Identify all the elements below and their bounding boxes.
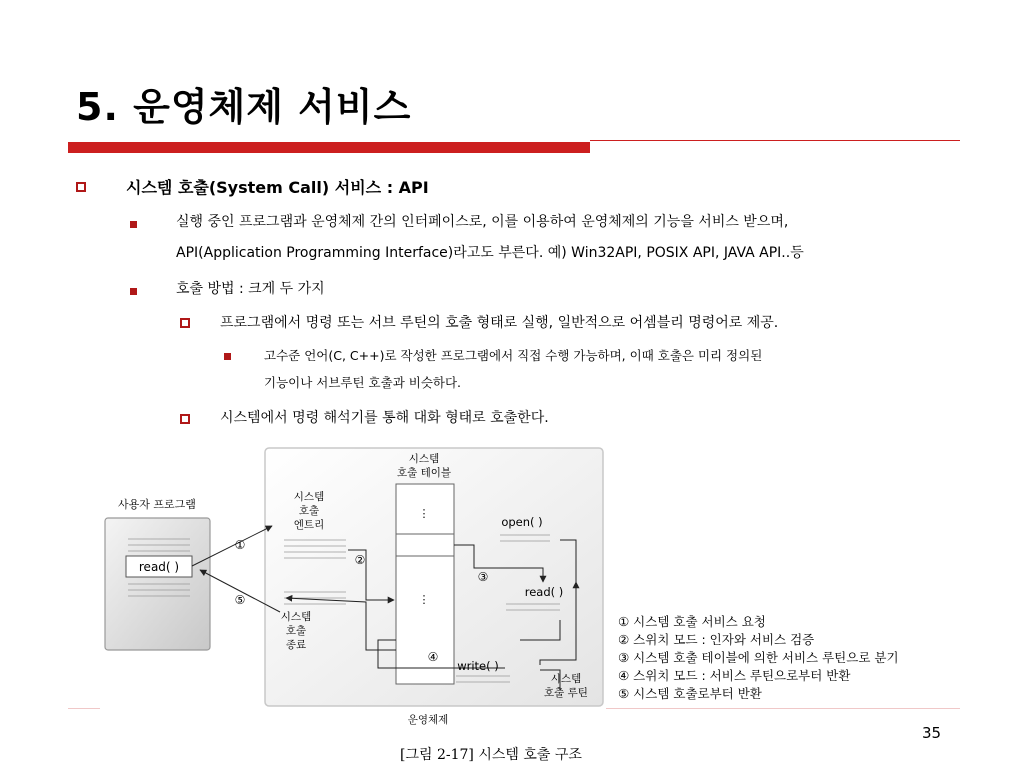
footer-line-right [606,708,960,709]
exit-label-line3: 종료 [285,639,307,651]
read-routine-label: read( ) [524,585,564,599]
table-label-line1: 시스템 [408,453,440,465]
table-label-line2: 호출 테이블 [396,467,452,479]
os-label: 운영체제 [407,714,449,726]
legend-item-2: ② 스위치 모드 : 인자와 서비스 검증 [618,632,815,647]
method-command-interpreter: 시스템에서 명령 해석기를 통해 대화 형태로 호출한다. [220,410,549,426]
sub-bullet-call-methods: 호출 방법 : 크게 두 가지 [176,281,325,297]
legend-item-5: ⑤ 시스템 호출로부터 반환 [618,686,762,701]
method-detail-line1: 고수준 언어(C, C++)로 작성한 프로그램에서 직접 수행 가능하며, 이때 호출은 미리 정의된 [264,348,763,363]
method-program-call: 프로그램에서 명령 또는 서브 루틴의 호출 형태로 실행, 일반적으로 어셈블리 명령어로 제공. [220,315,779,331]
read-call-label: read( ) [138,560,180,574]
page-number: 35 [922,724,942,742]
user-program-label: 사용자 프로그램 [118,498,196,511]
table-dots-bottom: ⋮ [418,593,430,606]
step-3-marker: ③ [477,570,489,584]
sub-bullet-interface-line2: API(Application Programming Interface)라고도 부른다. 예) Win32API, POSIX API, JAVA API..등 [176,245,804,261]
figure-caption: [그림 2-17] 시스템 호출 구조 [400,747,582,763]
step-2-marker: ② [354,553,366,567]
step-4-marker: ④ [427,650,439,664]
footer-line-left [68,708,100,709]
method-detail-line2: 기능이나 서브루틴 호출과 비슷하다. [264,375,462,390]
exit-label-line1: 시스템 [280,611,312,623]
write-routine-label: write( ) [457,659,499,673]
entry-label-line2: 호출 [298,505,320,517]
legend-item-4: ④ 스위치 모드 : 서비스 루틴으로부터 반환 [618,668,851,683]
entry-label-line1: 시스템 [293,491,325,503]
open-routine-label: open( ) [501,515,543,529]
entry-label-line3: 엔트리 [293,519,325,531]
legend-item-1: ① 시스템 호출 서비스 요청 [618,614,766,629]
step-1-marker: ① [234,538,246,552]
routine-label-line1: 시스템 [550,673,582,685]
bullet-system-call: 시스템 호출(System Call) 서비스 : API [126,178,429,197]
legend-item-3: ③ 시스템 호출 테이블에 의한 서비스 루틴으로 분기 [618,650,899,665]
exit-label-line2: 호출 [285,625,307,637]
table-dots-top: ⋮ [418,507,430,520]
step-5-marker: ⑤ [234,593,246,607]
routine-label-line2: 호출 루틴 [544,687,588,699]
slide-title: 5. 운영체제 서비스 [76,85,412,129]
sub-bullet-interface-line1: 실행 중인 프로그램과 운영체제 간의 인터페이스로, 이를 이용하여 운영체제의 기능을 서비스 받으며, [176,214,789,230]
